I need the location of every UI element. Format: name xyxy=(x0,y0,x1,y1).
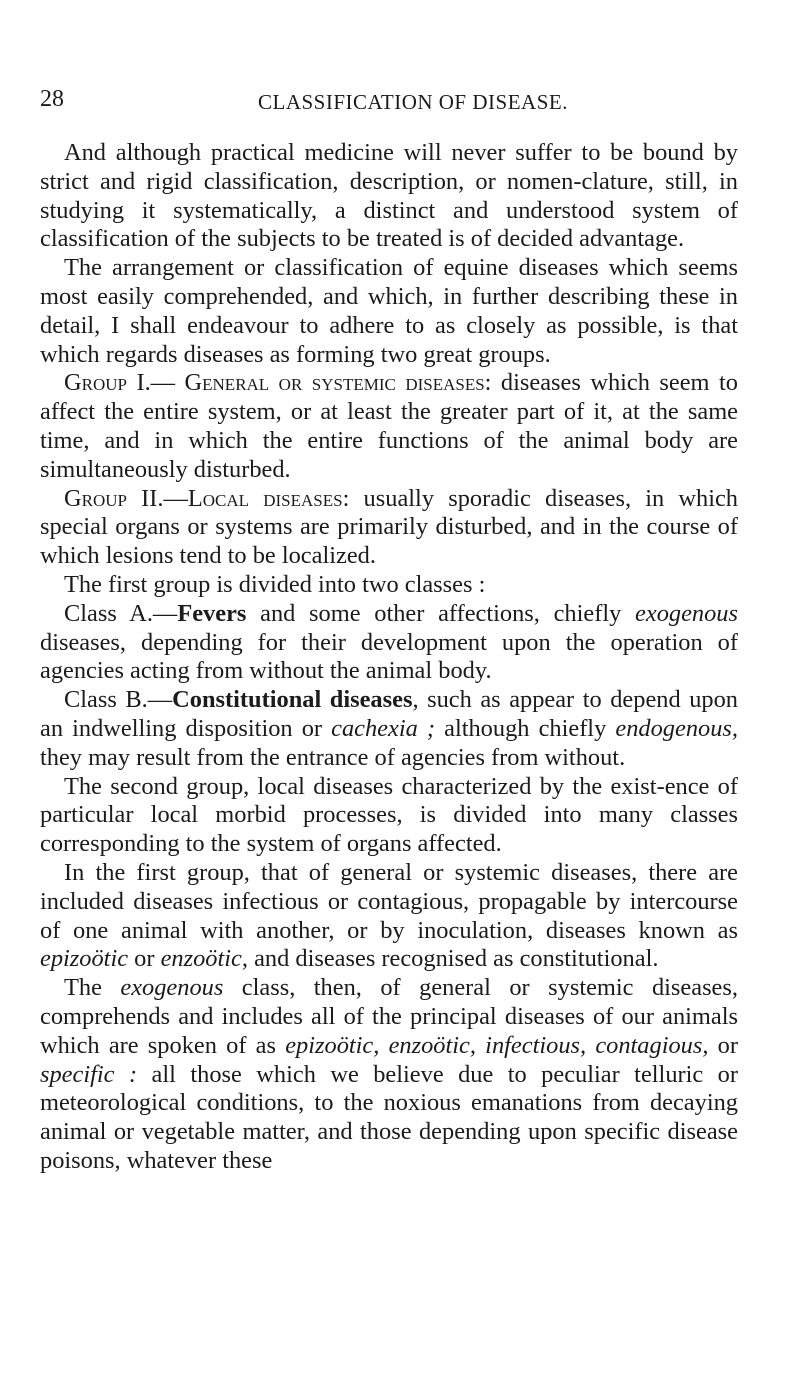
p9-text-2: or xyxy=(128,945,161,973)
paragraph-second-group: The second group, local diseases characterized by the exist-ence of particular local morbid processes, is divided into many classes corresponding to the system of organs affected. xyxy=(40,772,738,858)
paragraph-group-1 xyxy=(40,369,738,484)
class-b-text-3: they may result from the entrance of agencies from without. xyxy=(40,743,626,771)
class-b-bold: Constitutional diseases xyxy=(172,686,413,714)
p10-italic-1: exogenous xyxy=(120,974,224,1002)
p9-text-1: In the first group, that of general or systemic diseases, there are included diseases infectious or contagious, propagable by intercourse of one animal with another, or by inoculation, diseases known as xyxy=(40,858,738,944)
class-a-text-1: and some other affections, chiefly xyxy=(246,599,636,627)
class-a-lead: Class A.— xyxy=(64,599,178,627)
paragraph-1: And although practical medicine will never suffer to be bound by strict and rigid classification, description, or nomen-clature, still, in studying it systematically, a distinct and understood system of classification of the subjects to be treated is of decided advantage. xyxy=(40,139,738,253)
class-b-italic-1: cachexia ; xyxy=(331,714,436,742)
paragraph-first-group-detail xyxy=(40,859,738,974)
class-a-italic: exogenous xyxy=(635,599,738,627)
paragraph-group-2 xyxy=(40,485,738,571)
class-a-bold: Fevers xyxy=(177,599,247,627)
paragraph-exogenous-class xyxy=(40,974,738,1176)
p10-italic-3: specific : xyxy=(40,1060,138,1088)
p9-italic-1: epizoötic xyxy=(40,945,129,973)
running-title: CLASSIFICATION OF DISEASE. xyxy=(258,90,568,114)
group-1-text: : diseases which seem to affect the entire system, or at least the greater part of it, at the same time, and in which the entire functions of the animal body are simultaneously disturbed. xyxy=(40,369,738,483)
page-number: 28 xyxy=(40,86,64,112)
p10-text-1: The xyxy=(64,974,121,1002)
class-b-text-1: , such as appear to depend upon an indwelling disposition or xyxy=(40,686,738,742)
body-text xyxy=(40,139,738,1176)
paragraph-2: The arrangement or classification of equine diseases which seems most easily comprehended, and which, in further describing these in detail, I shall endeavour to adhere to as closely as possible, is that which regards diseases as forming two great groups. xyxy=(40,254,738,368)
page-header xyxy=(40,86,740,120)
class-b-lead: Class B.— xyxy=(64,686,173,714)
p10-text-2: class, then, of general or systemic diseases, comprehends and includes all of the principal diseases of our animals which are spoken of as xyxy=(40,974,738,1059)
p9-italic-2: enzoötic, xyxy=(160,945,248,973)
paragraph-class-a xyxy=(40,600,738,686)
group-1-heading: Group I.— General or systemic diseases xyxy=(64,369,485,397)
p10-text-3: or xyxy=(708,1031,739,1059)
paragraph-class-b xyxy=(40,686,738,772)
p10-text-4: all those which we believe due to peculiar telluric or meteorological conditions, to the noxious emanations from decaying animal or vegetable matter, and those depending upon specific disease poisons, whatever these xyxy=(40,1060,739,1174)
p9-text-3: and diseases recognised as constitutional. xyxy=(247,945,659,973)
class-b-text-2: although chiefly xyxy=(435,714,616,742)
class-a-text-2: diseases, depending for their development upon the operation of agencies acting from without the animal body. xyxy=(40,628,738,685)
paragraph-classes-intro: The first group is divided into two classes : xyxy=(64,570,486,598)
group-2-text: : usually sporadic diseases, in which special organs or systems are primarily disturbed, and in the course of which lesions tend to be localized. xyxy=(40,484,738,570)
p10-italic-2: epizoötic, enzoötic, infectious, contagious, xyxy=(285,1031,709,1059)
class-b-italic-2: endogenous, xyxy=(615,714,738,742)
group-2-heading: Group II.—Local diseases xyxy=(64,484,343,512)
